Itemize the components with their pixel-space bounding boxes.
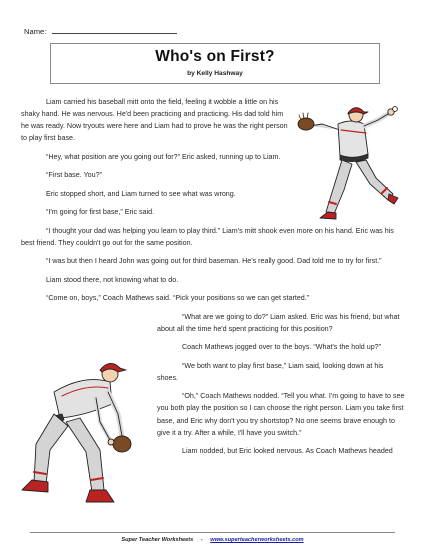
story-paragraph: Liam carried his baseball mitt onto the field, feeling it wobble a little on his shaky hand. He was nervous. He'd been practicing and practicing. His dad told him he was ready. Now tryouts were here and Liam had to prove he was the right person to play first base. — [21, 98, 288, 143]
footer — [0, 537, 425, 543]
byline: by Kelly Hashway — [187, 70, 243, 77]
fielder-text-wrap — [21, 329, 153, 489]
story-paragraph: Liam nodded, but Eric looked nervous. As Coach Mathews headed — [182, 447, 393, 456]
footer-url-link[interactable]: www.superteacherworksheets.com — [210, 537, 304, 543]
name-line[interactable] — [52, 27, 177, 34]
title-box — [50, 43, 380, 84]
story-paragraph: “Come on, boys,” Coach Mathews said. “Pick your positions so we can get started.” — [46, 294, 310, 303]
page-title: Who's on First? — [155, 48, 275, 65]
story-paragraph: Liam stood there, not knowing what to do. — [46, 275, 179, 284]
story-paragraph: Coach Mathews jogged over to the boys. “What's the hold up?” — [182, 343, 382, 352]
name-row — [24, 27, 177, 36]
footer-separator: - — [200, 537, 203, 543]
footer-brand: Super Teacher Worksheets — [121, 537, 194, 543]
story-paragraph: Eric stopped short, and Liam turned to see what was wrong. — [46, 189, 236, 198]
story-paragraph: “I thought your dad was helping you learn to play third.” Liam's mitt shook even more on his hand. Eric was his best friend. They couldn't go out for the same position. — [21, 226, 394, 247]
story-paragraph: “What are we going to do?” Liam asked. Eric was his friend, but what about all the time he'd spent practicing for this position? — [157, 312, 400, 333]
footer-rule — [30, 532, 395, 533]
story-paragraph: “I'm going for first base,” Eric said. — [46, 208, 155, 217]
story-paragraph: “First base. You?” — [46, 171, 102, 180]
story-paragraph: “Oh,” Coach Mathews nodded. “Tell you what. I'm going to have to see you both play the position so I can choose the right person. Liam you take first base, and Eric why don't you try shortstop? No one seems brave enough to give it a try. After a while, I'll have you switch.” — [157, 392, 405, 437]
story-paragraph: “Hey, what position are you going out for?” Eric asked, running up to Liam. — [46, 152, 281, 161]
pitcher-text-wrap — [294, 96, 406, 220]
story-paragraph: “We both want to play first base,” Liam said, looking down at his shoes. — [157, 361, 384, 382]
name-label: Name: — [24, 27, 47, 36]
story-text — [21, 96, 406, 489]
story-paragraph: “I was but then I heard John was going out for third baseman. He's really good. Dad told me to try for first.” — [46, 257, 382, 266]
